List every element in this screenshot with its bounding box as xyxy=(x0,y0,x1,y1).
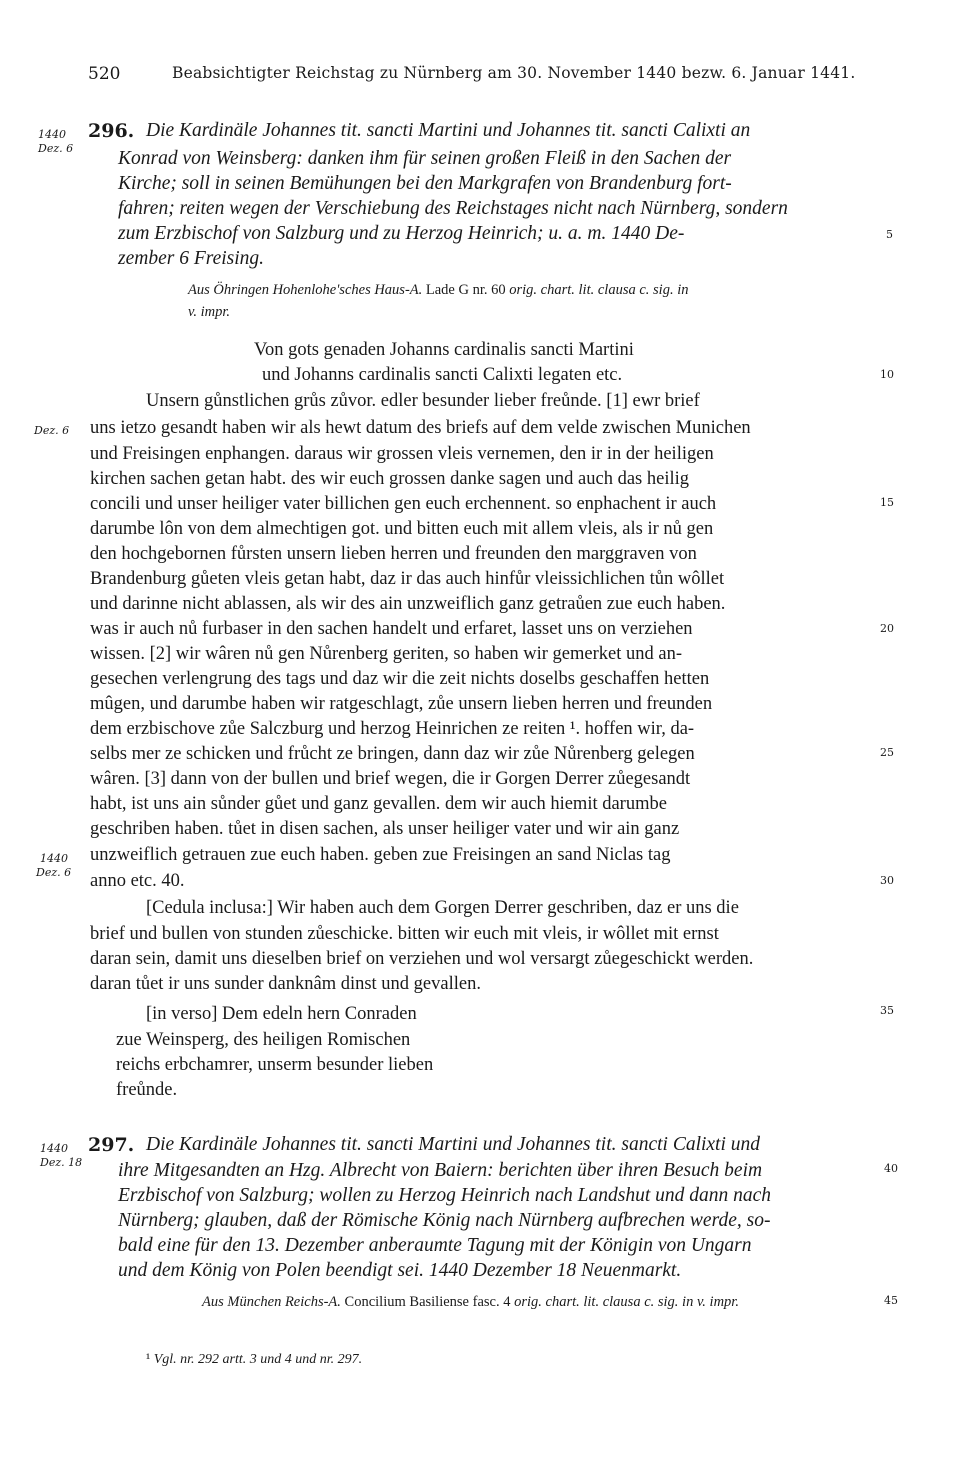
text-line: dem erzbischove zůe Salczburg und herzog Heinrichen ze reiten ¹. hoffen wir, da- xyxy=(90,719,695,739)
cedula-line: brief und bullen von stunden zůeschicke. bitten wir euch mit vleis, ir wôllet mit ernst xyxy=(90,924,719,944)
line-number: 25 xyxy=(880,746,894,759)
footnote xyxy=(146,1352,362,1368)
source-shelfmark: Lade G nr. 60 xyxy=(425,282,506,298)
margin-date-inline: Dez. 6 xyxy=(34,424,70,437)
address-line: [in verso] Dem edeln hern Conraden xyxy=(146,1004,417,1024)
page-number: 520 xyxy=(88,64,121,84)
text-line: was ir auch nů furbaser in den sachen handelt und erfaret, lasset uns on verziehen xyxy=(90,619,693,639)
source-note xyxy=(188,282,688,299)
regest-line: bald eine für den 13. Dezember anberaumte Tagung mit der Königin von Ungarn xyxy=(118,1235,752,1256)
regest-line: Kirche; soll in seinen Bemühungen bei den Markgrafen von Brandenburg fort- xyxy=(118,173,732,194)
address-line: freůnde. xyxy=(116,1080,178,1100)
regest-line: Konrad von Weinsberg: danken ihm für seinen großen Fleiß in den Sachen der xyxy=(118,148,732,169)
text-line: unzweiflich getrauen zue euch haben. geben zue Freisingen an sand Niclas tag xyxy=(90,845,671,865)
address-line: zue Weinsperg, des heiligen Romischen xyxy=(116,1030,411,1050)
text-line: uns ietzo gesandt haben wir als hewt datum des briefs auf dem velde zwischen Munichen xyxy=(90,418,751,438)
line-number: 40 xyxy=(884,1162,898,1175)
source-shelfmark: Concilium Basiliense fasc. 4 xyxy=(344,1294,511,1310)
text-line: selbs mer ze schicken und frůcht ze bringen, dann daz wir zůe Nůrenberg gelegen xyxy=(90,744,695,764)
line-number: 45 xyxy=(884,1294,898,1307)
text-line: und darinne nicht ablassen, als wir des ain unzweiflich ganz getraůen zue euch haben. xyxy=(90,594,726,614)
salutation-line: und Johanns cardinalis sancti Calixti legaten etc. xyxy=(262,365,623,385)
document-number: 296. xyxy=(88,120,135,142)
footnote-text: Vgl. nr. 292 artt. 3 und 4 und nr. 297. xyxy=(153,1352,363,1367)
text-line: den hochgebornen fůrsten unsern lieben herren und freunden den marggraven von xyxy=(90,544,697,564)
text-line: anno etc. 40. xyxy=(90,871,185,891)
text-line: wâren. [3] dann von der bullen und brief wegen, die ir Gorgen Derrer zůegesandt xyxy=(90,769,691,789)
text-line: kirchen sachen getan habt. des wir euch grossen danke sagen und auch das heilig xyxy=(90,469,689,489)
text-line: gesechen verlengrung des tags und daz wir die zeit nichts doselbs geschaffen hetten xyxy=(90,669,710,689)
line-number: 10 xyxy=(880,368,894,381)
margin-year: 1440 xyxy=(40,1142,68,1155)
source-description-cont: v. impr. xyxy=(188,304,231,320)
source-archive: Aus München Reichs-A. xyxy=(202,1294,341,1310)
text-line: Brandenburg gůeten vleis getan habt, daz ir das auch hinfůr vleissichlichen tůn wôllet xyxy=(90,569,725,589)
cedula-line: [Cedula inclusa:] Wir haben auch dem Gorgen Derrer geschriben, daz er uns die xyxy=(146,898,739,918)
regest-line: zum Erzbischof von Salzburg und zu Herzog Heinrich; u. a. m. 1440 De- xyxy=(118,223,685,244)
text-line: und Freisingen enphangen. daraus wir grossen vleis vernemen, den ir in der heiligen xyxy=(90,444,714,464)
regest-line: Die Kardinäle Johannes tit. sancti Martini und Johannes tit. sancti Calixti und xyxy=(146,1134,761,1155)
text-line: concili und unser heiliger vater billichen gen euch erchennent. so enphachent ir auch xyxy=(90,494,717,514)
line-number: 20 xyxy=(880,622,894,635)
source-note xyxy=(202,1294,739,1311)
margin-day: Dez. 18 xyxy=(40,1156,83,1169)
line-number: 35 xyxy=(880,1004,894,1017)
source-description: orig. chart. lit. clausa c. sig. in xyxy=(509,282,689,298)
text-line: wissen. [2] wir wâren nů gen Nůrenberg geriten, so haben wir gemerket und an- xyxy=(90,644,682,664)
margin-day: Dez. 6 xyxy=(36,866,72,879)
margin-year: 1440 xyxy=(38,128,66,141)
line-number: 5 xyxy=(886,228,893,241)
address-line: reichs erbchamrer, unserm besunder lieben xyxy=(116,1055,434,1075)
regest-line: zember 6 Freising. xyxy=(118,248,265,269)
salutation-line: Von gots genaden Johanns cardinalis sancti Martini xyxy=(254,340,634,360)
regest-line: fahren; reiten wegen der Verschiebung des Reichstages nicht nach Nürnberg, sondern xyxy=(118,198,788,219)
text-line: mûgen, und darumbe haben wir ratgeschlagt, zůe unsern lieben herren und freunden xyxy=(90,694,713,714)
text-line: darumbe lôn von dem almechtigen got. und bitten euch mit allem vleis, als ir nů gen xyxy=(90,519,714,539)
regest-line: Die Kardinäle Johannes tit. sancti Martini und Johannes tit. sancti Calixti an xyxy=(146,120,751,141)
cedula-line: daran tůet ir uns sunder danknâm dinst und gevallen. xyxy=(90,974,481,994)
regest-line: und dem König von Polen beendigt sei. 1440 Dezember 18 Neuenmarkt. xyxy=(118,1260,682,1281)
running-title: Beabsichtigter Reichstag zu Nürnberg am 30. November 1440 bezw. 6. Januar 1441. xyxy=(172,64,856,82)
margin-year: 1440 xyxy=(40,852,68,865)
margin-day: Dez. 6 xyxy=(38,142,74,155)
regest-line: Nürnberg; glauben, daß der Römische König nach Nürnberg aufbrechen werde, so- xyxy=(118,1210,771,1231)
document-number: 297. xyxy=(88,1134,135,1156)
cedula-line: daran sein, damit uns dieselben brief on verziehen und wol versargt zůegeschickt werden. xyxy=(90,949,754,969)
source-note-cont xyxy=(188,304,230,321)
text-line: habt, ist uns ain sůnder gůet und ganz gevallen. dem wir auch hiemit darumbe xyxy=(90,794,667,814)
line-number: 15 xyxy=(880,496,894,509)
source-description: orig. chart. lit. clausa c. sig. in v. impr. xyxy=(514,1294,739,1310)
text-line: Unsern gůnstlichen grůs zůvor. edler besunder lieber freůnde. [1] ewr brief xyxy=(146,391,700,411)
text-line: geschriben haben. tůet in disen sachen, als unser heiliger vater und wir ain ganz xyxy=(90,819,680,839)
line-number: 30 xyxy=(880,874,894,887)
regest-line: Erzbischof von Salzburg; wollen zu Herzog Heinrich nach Landshut und dann nach xyxy=(118,1185,772,1206)
regest-line: ihre Mitgesandten an Hzg. Albrecht von Baiern: berichten über ihren Besuch beim xyxy=(118,1160,763,1181)
source-archive: Aus Öhringen Hohenlohe'sches Haus-A. xyxy=(188,282,423,298)
footnote-mark: ¹ xyxy=(146,1352,151,1367)
